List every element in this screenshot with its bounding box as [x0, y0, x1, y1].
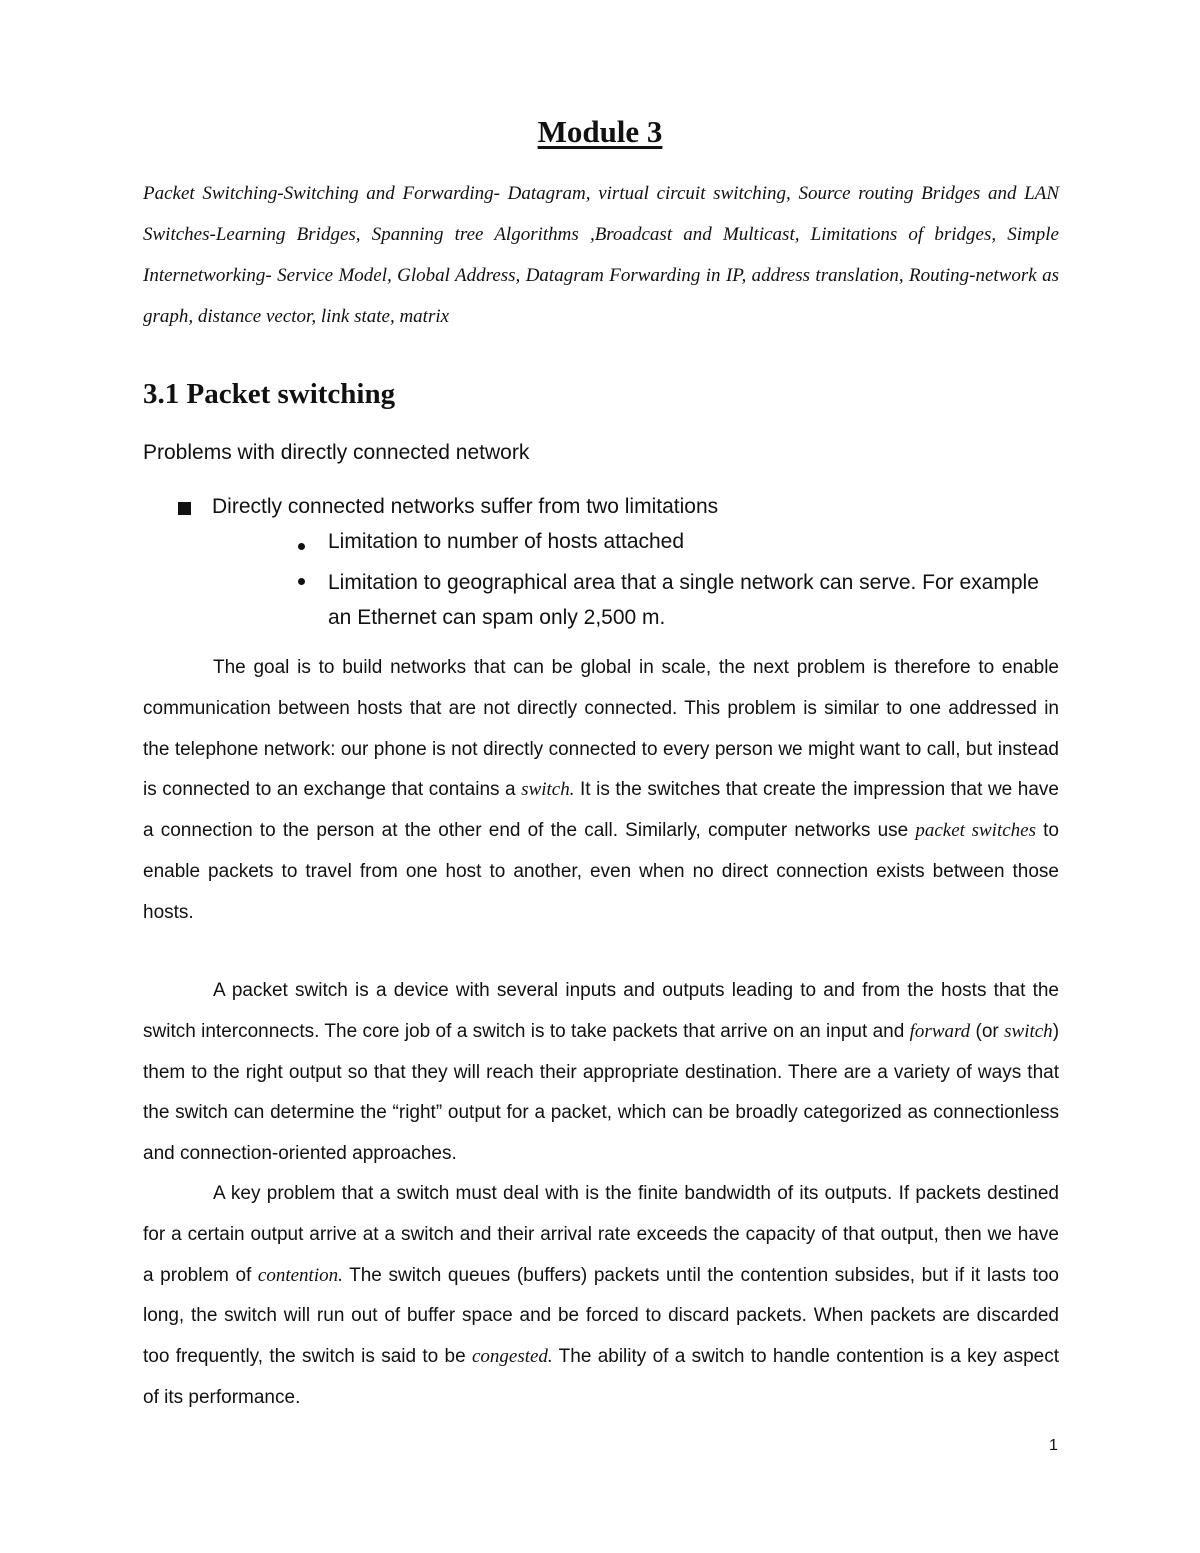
- paragraph-text: The goal is to build networks that can be global in scale, the next problem is therefore to enable communication between hosts that are not directly connected. This problem is similar to one addressed in the telephone network: our phone is not directly connected to every person we might want to call, but instead is connected to an exchange that contains a: [143, 657, 1059, 801]
- paragraph-text: The switch queues (buffers) packets until the contention subsides, but if it lasts too long, the switch will run out of buffer space and be forced to discard packets. When packets are discarded too frequently, the switch is said to be: [143, 1264, 1059, 1368]
- paragraph-text: A packet switch is a device with several inputs and outputs leading to and from the hosts that the switch interconnects. The core job of a switch is to take packets that arrive on an input and: [143, 980, 1059, 1042]
- sub-bullet-2: Limitation to geographical area that a single network can serve. For example an Ethernet can spam only 2,500 m.: [328, 571, 1039, 629]
- problems-heading: Problems with directly connected network: [143, 441, 530, 464]
- paragraph-goal: [143, 648, 1059, 934]
- bullet-main: Directly connected networks suffer from two limitations: [212, 495, 719, 518]
- emphasis-forward: forward: [909, 1020, 971, 1042]
- page-number: 1: [1049, 1437, 1058, 1454]
- round-bullet-icon: [298, 543, 305, 550]
- square-bullet-icon: [178, 502, 191, 515]
- paragraph-text: A key problem that a switch must deal with is the finite bandwidth of its outputs. If packets destined for a certain output arrive at a switch and their arrival rate exceeds the capacity of that output, then we have a problem of: [143, 1183, 1059, 1286]
- round-bullet-icon: [298, 578, 305, 585]
- paragraph-text: The ability of a switch to handle contention is a key aspect of its performance.: [143, 1346, 1059, 1408]
- module-title: Module 3: [537, 114, 663, 149]
- emphasis-packet-switches: packet switches: [915, 820, 1036, 842]
- paragraph-text: (or: [970, 1020, 1005, 1042]
- sub-bullet-1: Limitation to number of hosts attached: [328, 530, 685, 553]
- paragraph-packet-switch: [143, 971, 1059, 1175]
- emphasis-switch: switch: [1004, 1020, 1053, 1042]
- section-heading: 3.1 Packet switching: [143, 378, 396, 410]
- emphasis-switch: switch.: [521, 779, 575, 801]
- paragraph-text: It is the switches that create the impression that we have a connection to the person at the other end of the call. Similarly, computer networks use: [143, 779, 1059, 842]
- paragraph-text: ) them to the right output so that they will reach their appropriate destination. There are a variety of ways that the switch can determine the “right” output for a packet, which can be broadly categorized as connectionless and connection-oriented approaches.: [143, 1020, 1060, 1165]
- emphasis-congested: congested.: [471, 1346, 553, 1368]
- syllabus-text: Packet Switching-Switching and Forwarding- Datagram, virtual circuit switching, Source routing Bridges and LAN Switches-Learning Bridges, Spanning tree Algorithms ,Broadcast and Multicast, Limitations of bridges, Simple Internetworking- Service Model, Global Address, Datagram Forwarding in IP, address translation, Routing-network as graph, distance vector, link state, matrix: [143, 183, 1059, 327]
- paragraph-text: to enable packets to travel from one host to another, even when no direct connection exists between those hosts.: [143, 820, 1060, 923]
- emphasis-contention: contention.: [257, 1264, 343, 1286]
- paragraph-contention: [143, 1174, 1059, 1419]
